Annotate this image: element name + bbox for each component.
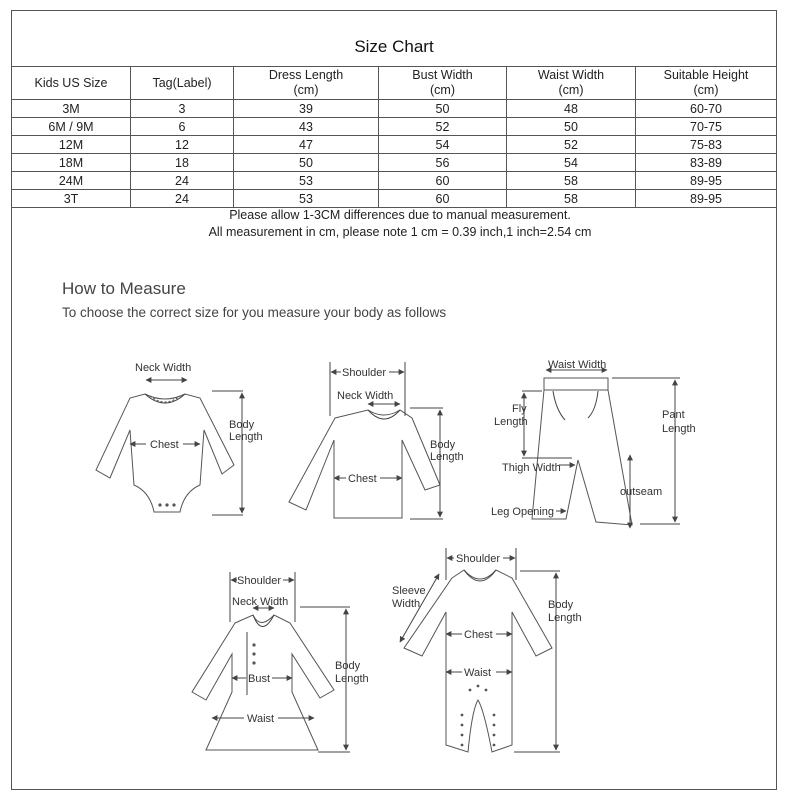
- chart-title: Size Chart: [354, 37, 434, 56]
- label-neck-width: Neck Width: [135, 362, 192, 374]
- cell-tag: 12: [131, 136, 234, 154]
- cell-height: 89-95: [636, 190, 777, 208]
- cell-waist-width: 50: [507, 118, 636, 136]
- cell-height: 75-83: [636, 136, 777, 154]
- cell-tag: 3: [131, 100, 234, 118]
- label-length: Length: [335, 673, 369, 685]
- cell-bust-width: 52: [379, 118, 507, 136]
- cell-tag: 6: [131, 118, 234, 136]
- cell-bust-width: 56: [379, 154, 507, 172]
- label-outseam: outseam: [620, 486, 663, 498]
- note-tolerance: Please allow 1-3CM differences due to manual measurement.: [229, 208, 571, 222]
- cell-height: 89-95: [636, 172, 777, 190]
- label-waist-width: Waist Width: [548, 359, 607, 371]
- cell-waist-width: 52: [507, 136, 636, 154]
- note-conversion: All measurement in cm, please note 1 cm = 0.39 inch,1 inch=2.54 cm: [208, 225, 592, 239]
- cell-size: 12M: [12, 136, 131, 154]
- label-body: Body: [229, 419, 255, 431]
- col-header-suitable-height: Suitable Height (cm): [636, 67, 777, 100]
- label-width: Width: [392, 598, 421, 610]
- label-bust: Bust: [248, 673, 271, 685]
- cell-bust-width: 60: [379, 190, 507, 208]
- cell-bust-width: 54: [379, 136, 507, 154]
- label-body: Body: [430, 439, 456, 451]
- cell-waist-width: 58: [507, 172, 636, 190]
- cell-tag: 18: [131, 154, 234, 172]
- label-shoulder: Shoulder: [456, 553, 501, 565]
- label-length: Length: [229, 431, 263, 443]
- label-neck-width: Neck Width: [337, 390, 394, 402]
- label-waist: Waist: [464, 667, 492, 679]
- label-chest: Chest: [464, 629, 493, 641]
- cell-height: 60-70: [636, 100, 777, 118]
- label-body: Body: [335, 660, 361, 672]
- cell-waist-width: 54: [507, 154, 636, 172]
- label-chest: Chest: [348, 473, 377, 485]
- cell-size: 3M: [12, 100, 131, 118]
- cell-dress-length: 39: [234, 100, 379, 118]
- label-shoulder: Shoulder: [342, 367, 387, 379]
- cell-waist-width: 58: [507, 190, 636, 208]
- romper-diagram: [392, 548, 582, 752]
- cell-size: 3T: [12, 190, 131, 208]
- dress-diagram: [192, 572, 369, 752]
- label-length: Length: [430, 451, 464, 463]
- label-pant: Pant: [662, 409, 685, 421]
- col-header-kids-size: Kids US Size: [12, 67, 131, 100]
- col-header-dress-length: Dress Length (cm): [234, 67, 379, 100]
- label-chest: Chest: [150, 439, 179, 451]
- label-thigh-width: Thigh Width: [502, 462, 561, 474]
- cell-size: 6M / 9M: [12, 118, 131, 136]
- label-length: Length: [662, 423, 696, 435]
- cell-height: 83-89: [636, 154, 777, 172]
- label-leg-opening: Leg Opening: [491, 506, 554, 518]
- label-length: Length: [548, 612, 582, 624]
- col-header-bust-width: Bust Width (cm): [379, 67, 507, 100]
- label-fly: Fly: [512, 403, 527, 415]
- label-neck-width: Neck Width: [232, 596, 289, 608]
- cell-dress-length: 53: [234, 190, 379, 208]
- cell-size: 18M: [12, 154, 131, 172]
- cell-dress-length: 53: [234, 172, 379, 190]
- cell-height: 70-75: [636, 118, 777, 136]
- cell-dress-length: 50: [234, 154, 379, 172]
- label-body: Body: [548, 599, 574, 611]
- cell-tag: 24: [131, 190, 234, 208]
- how-to-measure-heading: How to Measure: [62, 279, 186, 298]
- bodysuit-diagram: [96, 362, 263, 515]
- cell-bust-width: 60: [379, 172, 507, 190]
- cell-size: 24M: [12, 172, 131, 190]
- how-to-measure-subtitle: To choose the correct size for you measure your body as follows: [62, 305, 447, 320]
- label-length: Length: [494, 416, 528, 428]
- label-sleeve: Sleeve: [392, 585, 426, 597]
- cell-waist-width: 48: [507, 100, 636, 118]
- cell-bust-width: 50: [379, 100, 507, 118]
- pants-diagram: [491, 359, 696, 528]
- cell-dress-length: 43: [234, 118, 379, 136]
- col-header-waist-width: Waist Width (cm): [507, 67, 636, 100]
- cell-dress-length: 47: [234, 136, 379, 154]
- label-shoulder: Shoulder: [237, 575, 282, 587]
- col-header-tag: Tag(Label): [131, 67, 234, 100]
- top-diagram: [289, 362, 464, 519]
- cell-tag: 24: [131, 172, 234, 190]
- label-waist: Waist: [247, 713, 275, 725]
